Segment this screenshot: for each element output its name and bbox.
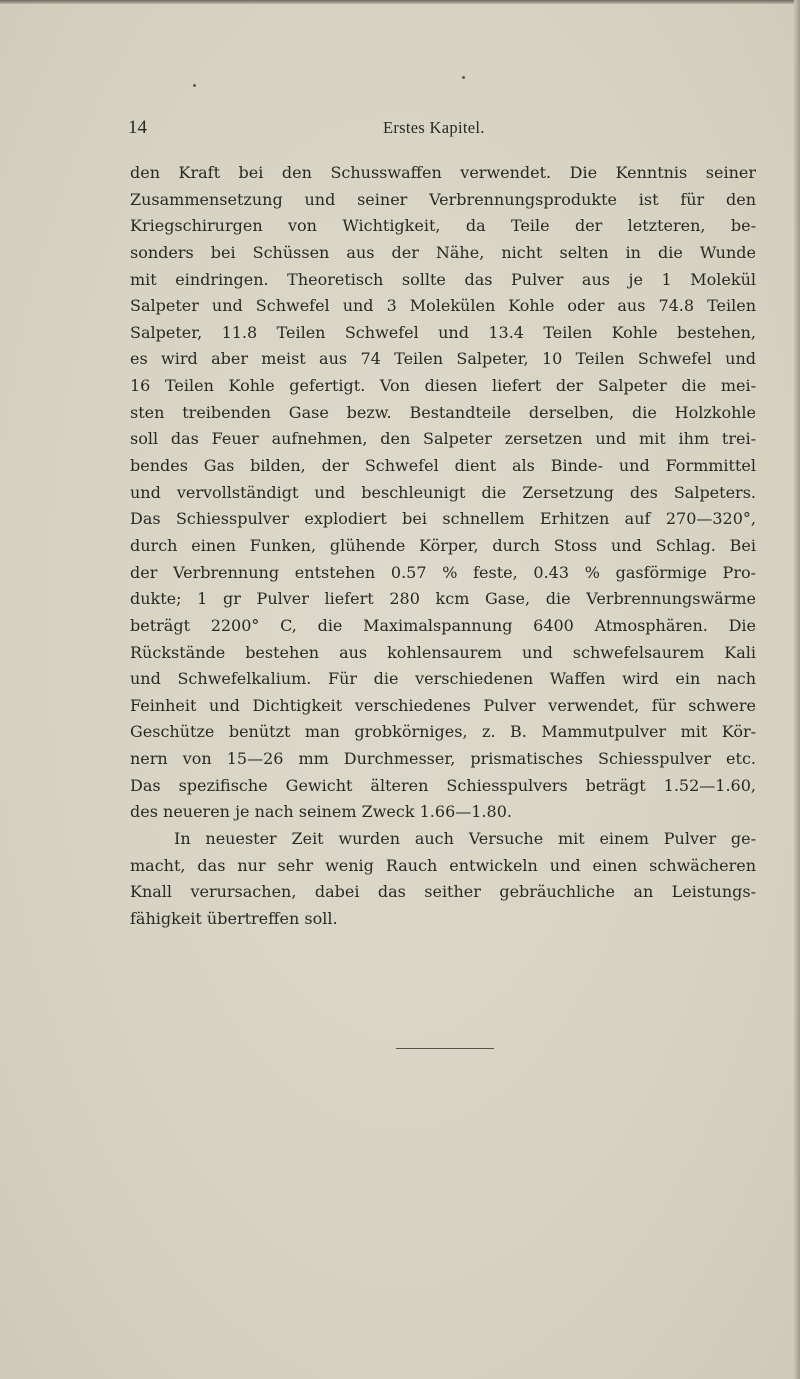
text-line: des neueren je nach seinem Zweck 1.66—1.80. xyxy=(130,802,512,822)
text-line: mit eindringen. Theoretisch sollte das Pulver aus je 1 Molekül xyxy=(130,269,756,289)
body-text xyxy=(130,160,756,933)
text-line: Salpeter, 11.8 Teilen Schwefel und 13.4 Teilen Kohle bestehen, xyxy=(130,322,756,342)
text-line: sonders bei Schüssen aus der Nähe, nicht selten in die Wunde xyxy=(130,242,756,262)
paper-speck xyxy=(462,76,465,79)
page-number: 14 xyxy=(128,117,147,138)
text-line: Rückstände bestehen aus kohlensaurem und schwefelsaurem Kali xyxy=(130,642,756,662)
text-line: Feinheit und Dichtigkeit verschiedenes Pulver verwendet, für schwere xyxy=(130,695,756,715)
page-right-edge xyxy=(794,0,800,1379)
running-head: Erstes Kapitel. xyxy=(383,118,485,137)
paper-speck xyxy=(193,84,196,87)
text-line: macht, das nur sehr wenig Rauch entwickeln und einen schwächeren xyxy=(130,855,756,875)
text-line: Salpeter und Schwefel und 3 Molekülen Kohle oder aus 74.8 Teilen xyxy=(130,296,756,316)
text-line: Das Schiesspulver explodiert bei schnellem Erhitzen auf 270—320°, xyxy=(130,509,756,529)
text-line: fähigkeit übertreffen soll. xyxy=(130,908,338,928)
page-top-edge xyxy=(0,0,800,4)
text-line: bendes Gas bilden, der Schwefel dient als Binde- und Formmittel xyxy=(130,456,756,476)
text-line: 16 Teilen Kohle gefertigt. Von diesen liefert der Salpeter die mei- xyxy=(130,376,756,396)
text-line: Knall verursachen, dabei das seither gebräuchliche an Leistungs- xyxy=(130,882,756,902)
text-line: und vervollständigt und beschleunigt die Zersetzung des Salpeters. xyxy=(130,482,756,502)
page-header xyxy=(128,117,768,141)
text-line: der Verbrennung entstehen 0.57 % feste, 0.43 % gasförmige Pro- xyxy=(130,562,756,582)
text-line: es wird aber meist aus 74 Teilen Salpeter, 10 Teilen Schwefel und xyxy=(130,349,756,369)
text-line: nern von 15—26 mm Durchmesser, prismatisches Schiesspulver etc. xyxy=(130,749,756,769)
text-line: Kriegschirurgen von Wichtigkeit, da Teile der letzteren, be- xyxy=(130,216,756,236)
text-line: den Kraft bei den Schusswaffen verwendet. Die Kenntnis seiner xyxy=(130,163,756,182)
text-line: und Schwefelkalium. Für die verschiedenen Waffen wird ein nach xyxy=(130,669,756,689)
section-end-rule xyxy=(396,1048,494,1049)
text-line: Zusammensetzung und seiner Verbrennungsprodukte ist für den xyxy=(130,189,756,209)
text-line: Geschütze benützt man grobkörniges, z. B. Mammutpulver mit Kör- xyxy=(130,722,756,742)
text-line: dukte; 1 gr Pulver liefert 280 kcm Gase, die Verbrennungswärme xyxy=(130,589,756,609)
text-line: soll das Feuer aufnehmen, den Salpeter zersetzen und mit ihm trei- xyxy=(130,429,756,449)
text-line: sten treibenden Gase bezw. Bestandteile derselben, die Holzkohle xyxy=(130,402,756,422)
text-line: In neuester Zeit wurden auch Versuche mit einem Pulver ge- xyxy=(174,829,756,849)
text-line: durch einen Funken, glühende Körper, durch Stoss und Schlag. Bei xyxy=(130,535,756,555)
text-line: Das spezifische Gewicht älteren Schiesspulvers beträgt 1.52—1.60, xyxy=(130,775,756,795)
text-line: beträgt 2200° C, die Maximalspannung 6400 Atmosphären. Die xyxy=(130,615,756,635)
